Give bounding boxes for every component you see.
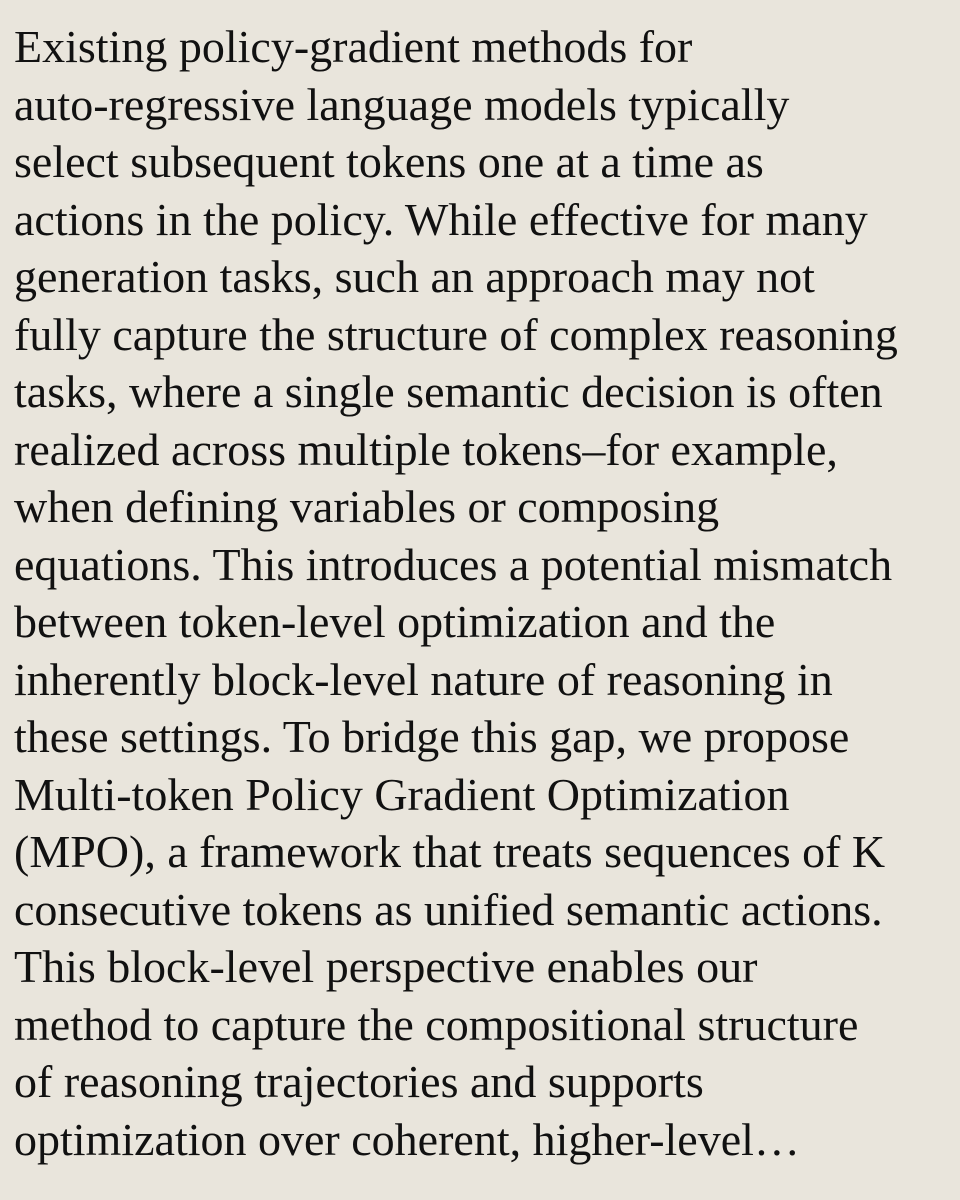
abstract-paragraph: Existing policy-gradient methods for auto-regressive language models typically select subsequent tokens one at a time as actions in the policy. While effective for many generation tasks, such an approach may not fully capture the structure of complex reasoning tasks, where a single semantic decision is often realized across multiple tokens–for example, when defining variables or composing equations. This introduces a potential mismatch between token-level optimization and the inherently block-level nature of reasoning in these settings. To bridge this gap, we propose Multi-token Policy Gradient Optimization (MPO), a framework that treats sequences of K consecutive tokens as unified semantic actions. This block-level perspective enables our method to capture the compositional structure of reasoning trajectories and supports optimization over coherent, higher-level… — [14, 21, 898, 1165]
